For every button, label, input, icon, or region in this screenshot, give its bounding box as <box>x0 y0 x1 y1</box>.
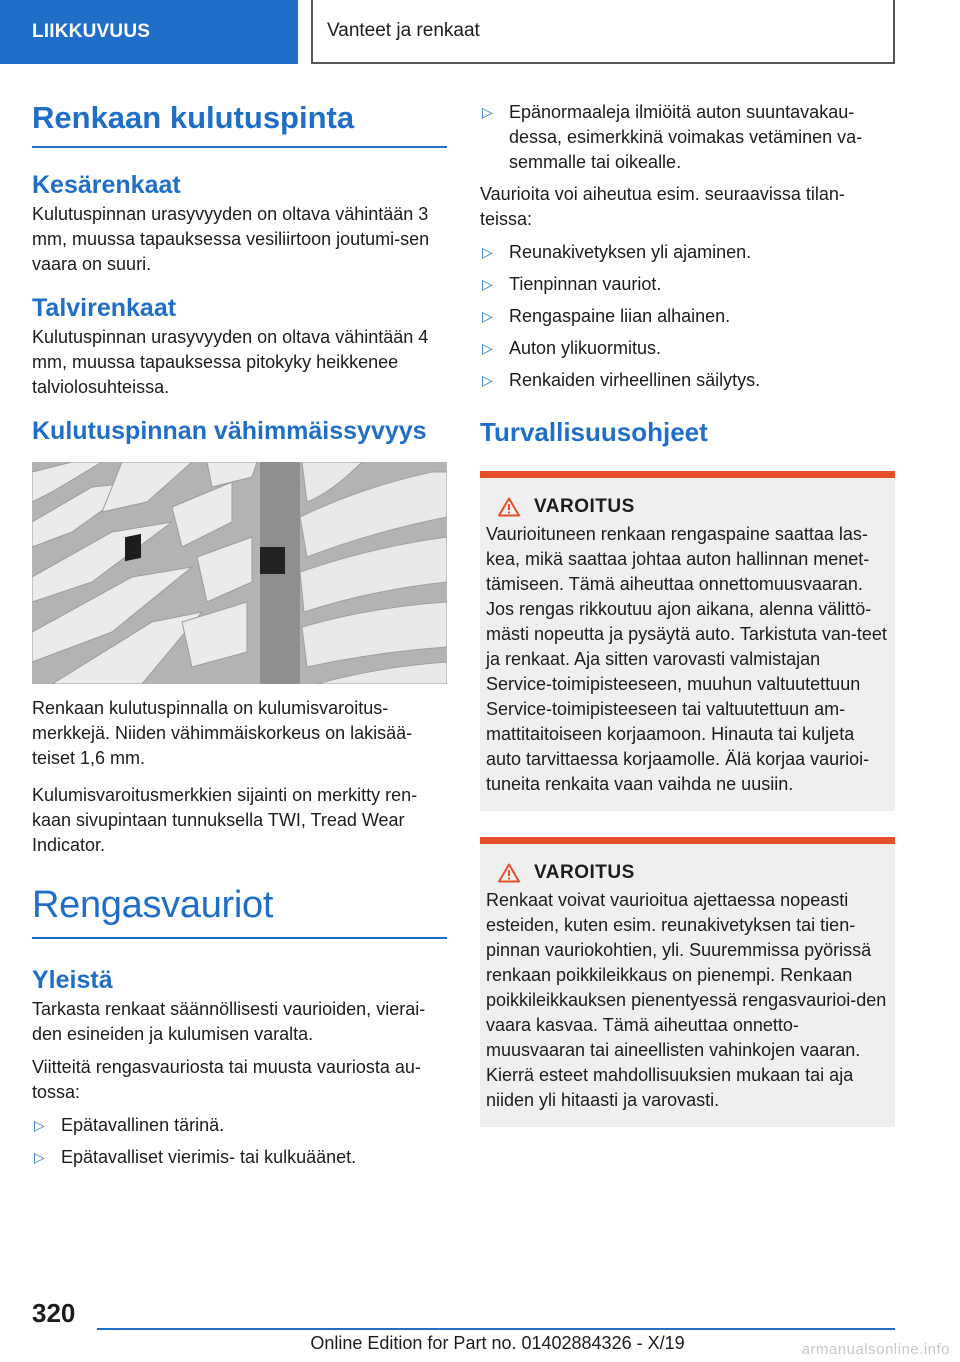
page-number: 320 <box>32 1298 76 1328</box>
list-item: ▷ Renkaiden virheellinen säilytys. <box>480 368 895 393</box>
section-title-tread: Renkaan kulutuspinta <box>32 100 447 148</box>
list-item: ▷ Auton ylikuormitus. <box>480 336 895 361</box>
warning-triangle-icon <box>498 497 520 517</box>
general-text-1: Tarkasta renkaat säännöllisesti vaurioiden, vierai-den esineiden ja kulumisen varalta. <box>32 999 426 1044</box>
warning-title: VAROITUS <box>534 496 635 517</box>
right-column <box>480 100 895 1127</box>
triangle-bullet-icon: ▷ <box>482 244 493 260</box>
heading-general: Yleistä <box>32 966 113 994</box>
general-text-2: Viitteitä rengasvauriosta tai muusta vauriosta au-tossa: <box>32 1057 421 1102</box>
list-item: ▷ Epätavalliset vierimis- tai kulkuäänet. <box>32 1145 447 1170</box>
damage-causes-list <box>480 240 895 393</box>
warning-triangle-icon <box>498 863 520 883</box>
triangle-bullet-icon: ▷ <box>34 1117 45 1133</box>
twi-location-text: Kulumisvaroitusmerkkien sijainti on merkitty ren-kaan sivupintaan tunnuksella TWI, Tread Wear Indicator. <box>32 785 418 855</box>
header-section-tab <box>0 0 298 64</box>
winter-tyres-text: Kulutuspinnan urasyvyyden on oltava vähintään 4 mm, muussa tapauksessa pitokyky heikkenee talviolosuhteissa. <box>32 327 429 397</box>
header-section-label: LIIKKUVUUS <box>32 21 151 42</box>
tread-wear-indicator-illustration <box>32 462 447 684</box>
watermark: armanualsonline.info <box>801 1341 950 1358</box>
triangle-bullet-icon: ▷ <box>34 1149 45 1165</box>
summer-tyres-text: Kulutuspinnan urasyvyyden on oltava vähintään 3 mm, muussa tapauksessa vesiliirtoon joutumi-sen vaara on suuri. <box>32 204 430 274</box>
tread-indicator-text: Renkaan kulutuspinnalla on kulumisvaroitus-merkkejä. Niiden vähimmäiskorkeus on lakisää-teiset 1,6 mm. <box>32 698 413 768</box>
section-title-tyre-damage: Rengasvauriot <box>32 884 447 939</box>
heading-min-tread-depth: Kulutuspinnan vähimmäissyvyys <box>32 417 427 445</box>
list-item: ▷ Rengaspaine liian alhainen. <box>480 304 895 329</box>
warning-box-2 <box>480 837 895 1127</box>
heading-safety-instructions: Turvallisuusohjeet <box>480 417 708 447</box>
heading-summer-tyres: Kesärenkaat <box>32 171 181 199</box>
triangle-bullet-icon: ▷ <box>482 276 493 292</box>
triangle-bullet-icon: ▷ <box>482 340 493 356</box>
list-item: ▷ Tienpinnan vauriot. <box>480 272 895 297</box>
header-chapter-tab <box>311 0 895 64</box>
triangle-bullet-icon: ▷ <box>482 372 493 388</box>
list-item: ▷ Epätavallinen tärinä. <box>32 1113 447 1138</box>
list-item: ▷ Epänormaaleja ilmiöitä auton suuntavakau-dessa, esimerkkinä voimakas vetäminen va-semmalle tai oikealle. <box>482 102 863 172</box>
warning-text: Renkaat voivat vaurioitua ajettaessa nopeasti esteiden, kuten esim. reunakivetyksen tai tien-pinnan vauriokohtien, yli. Suuremmissa pyörissä renkaan poikkileikkaus on pienempi. Renkaan poikkileikkauksen pienentyessä rengasvaurioi-den vaara kasvaa. Tämä aiheuttaa onnetto-muusvaaran tai aineellisten vahinkojen vaaran. Kierrä esteet mahdollisuuksien mukaan tai aja niiden yli hitaasti ja varovasti. <box>486 890 887 1110</box>
list-item: ▷ Reunakivetyksen yli ajaminen. <box>480 240 895 265</box>
footer-divider <box>97 1328 895 1330</box>
causes-intro-text: Vaurioita voi aiheutua esim. seuraavissa tilan-teissa: <box>480 184 845 229</box>
left-column <box>32 100 447 1177</box>
heading-winter-tyres: Talvirenkaat <box>32 294 177 322</box>
triangle-bullet-icon: ▷ <box>482 104 493 120</box>
footer-edition: Online Edition for Part no. 01402884326 - X/19 <box>310 1333 685 1353</box>
damage-signs-list <box>32 1113 447 1170</box>
header-chapter-label: Vanteet ja renkaat <box>327 20 480 41</box>
damage-signs-list-continued <box>480 100 895 175</box>
triangle-bullet-icon: ▷ <box>482 308 493 324</box>
warning-box-1 <box>480 471 895 811</box>
warning-title: VAROITUS <box>534 862 635 883</box>
warning-text: Vaurioituneen renkaan rengaspaine saattaa las-kea, mikä saattaa johtaa auton hallinnan menet-tämiseen. Tämä aiheuttaa onnettomuusvaaran. Jos rengas rikkoutuu ajon aikana, alenna välittö-mästi nopeutta ja pysäytä auto. Tarkistuta van-teet ja renkaat. Aja sitten varovasti valmistajan Service-toimipisteeseen, muuhun valtuutettuun Service-toimipisteeseen tai valtuutettuun am-mattitaitoiseen korjaamoon. Hinauta tai kuljeta auto tarvittaessa korjaamolle. Älä korjaa vaurioi-tuneita renkaita vaan vaihda ne uusiin. <box>486 524 887 794</box>
